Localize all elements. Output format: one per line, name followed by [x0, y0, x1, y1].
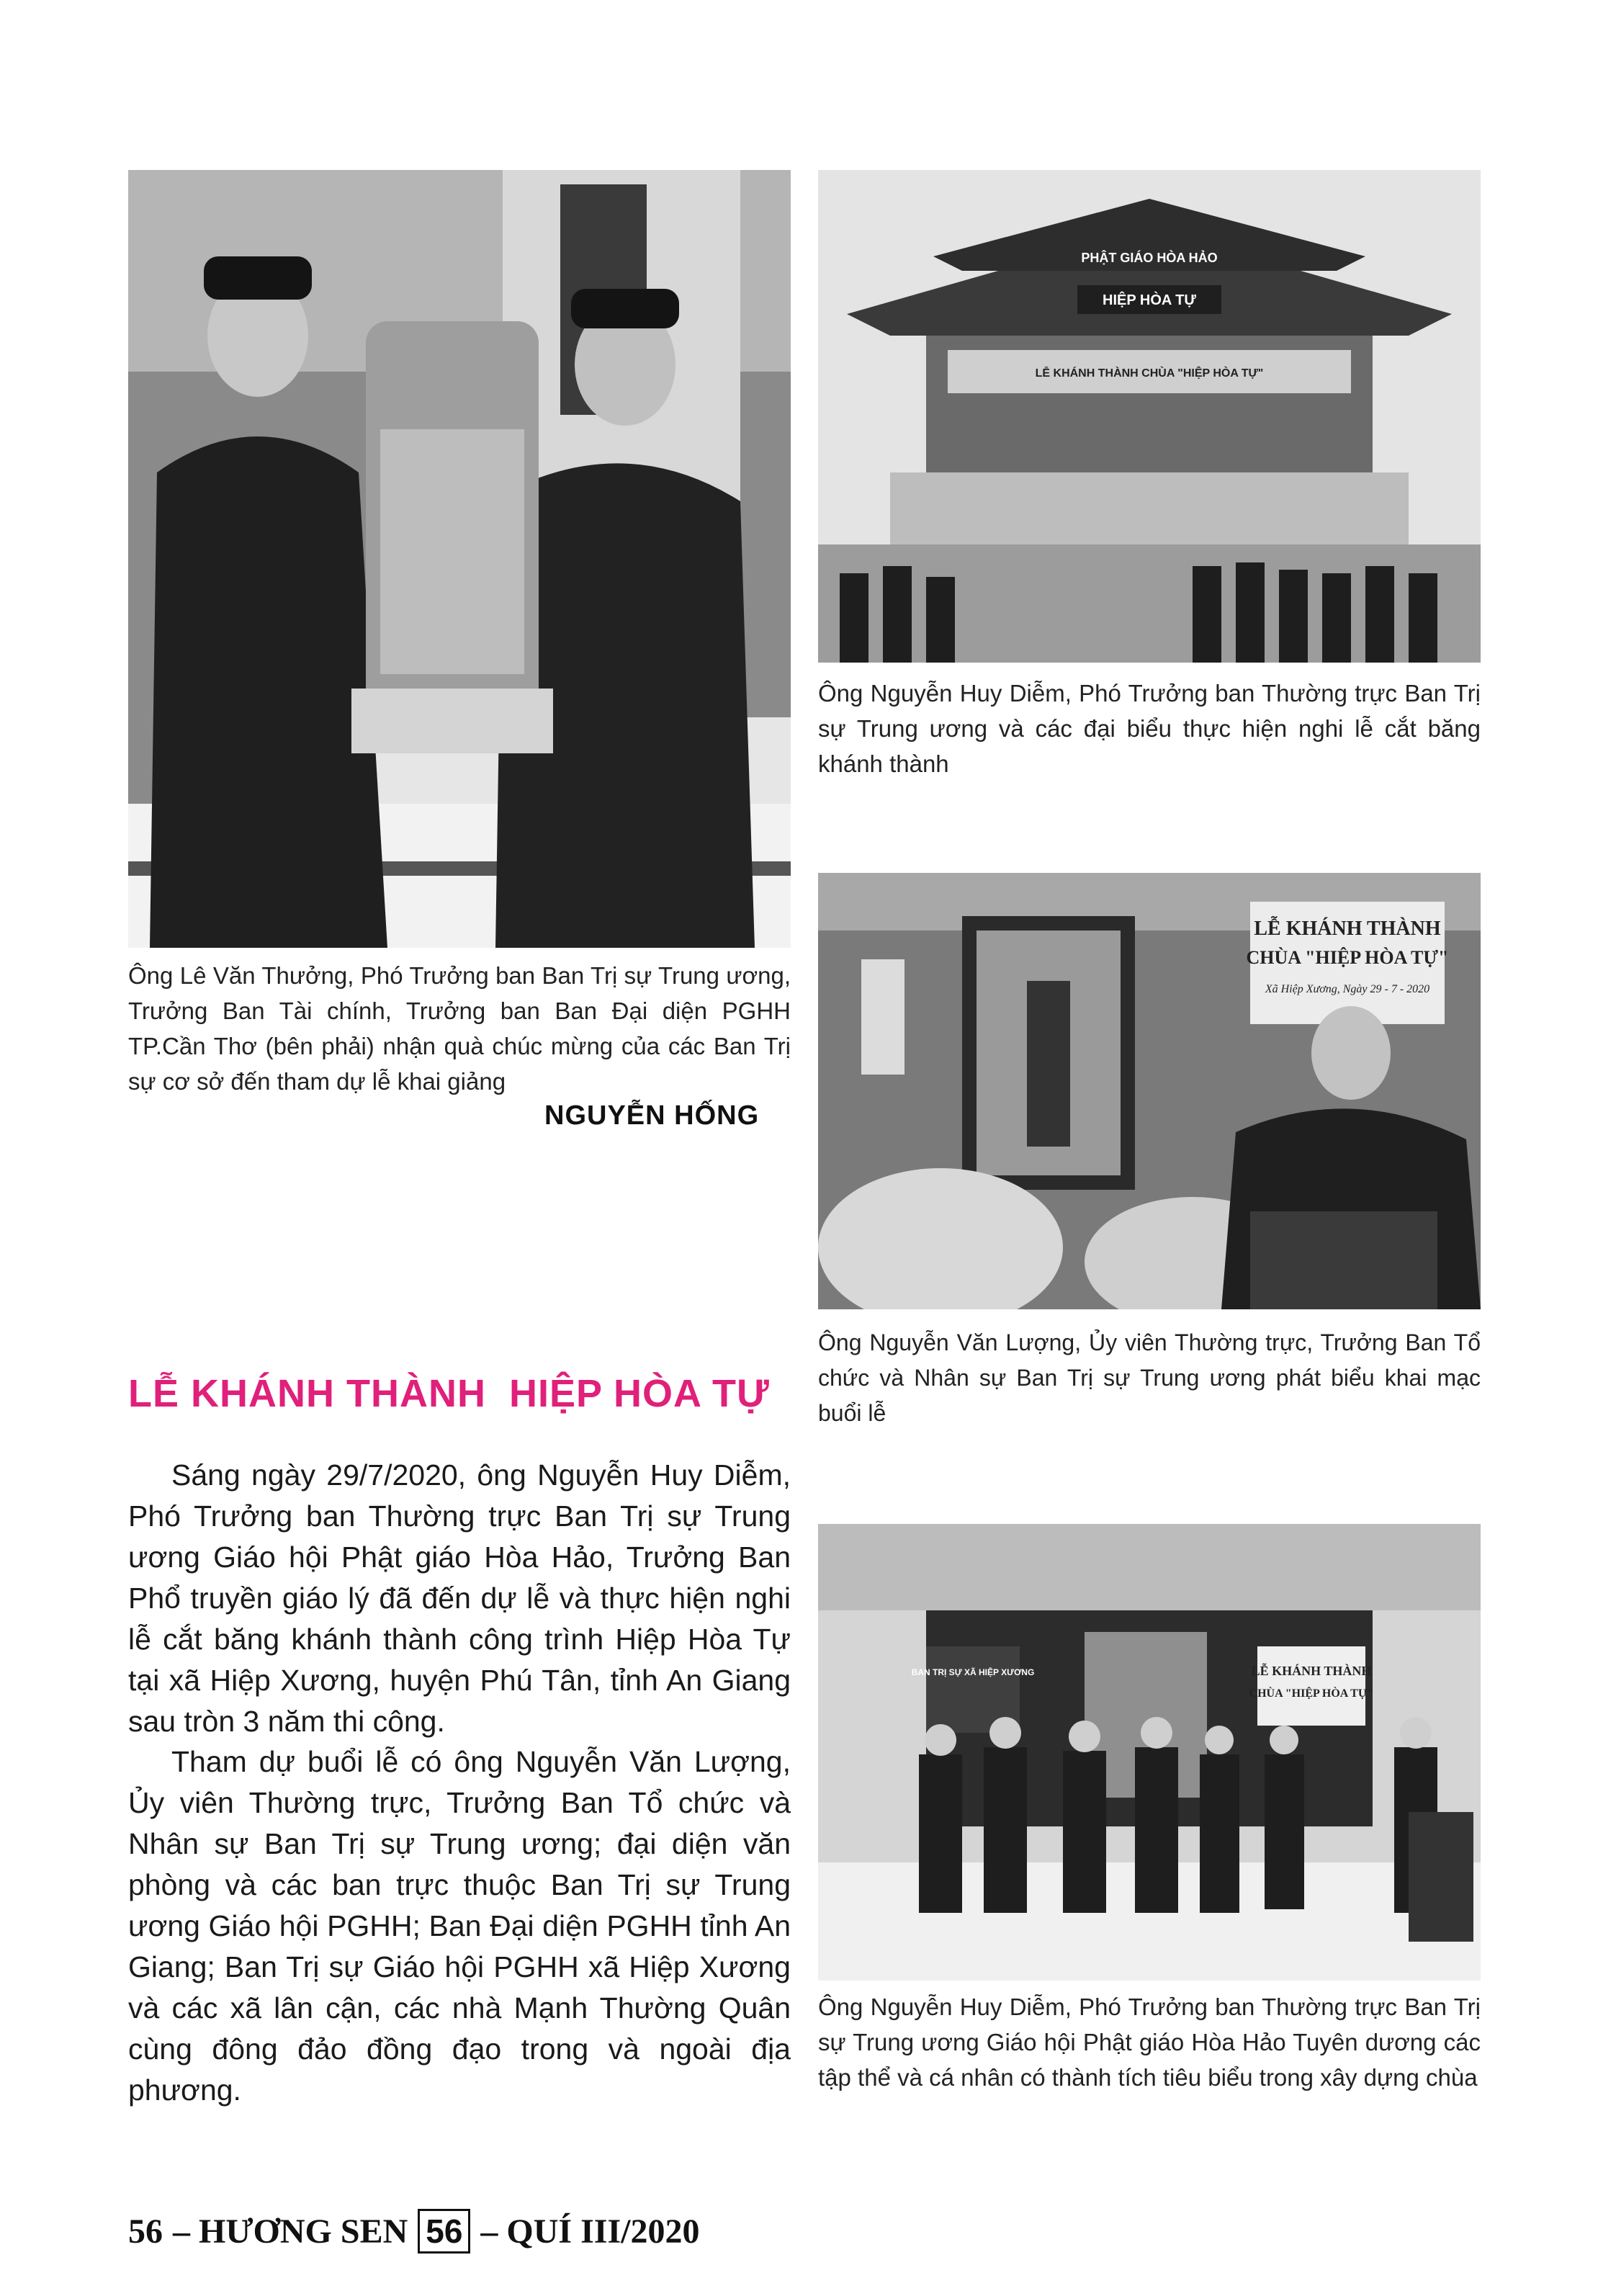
page-number: 56 — [128, 2212, 163, 2251]
article-author: NGUYỄN HỐNG — [544, 1100, 760, 1131]
photo-opening-speech — [818, 873, 1481, 1309]
article-headline: LỄ KHÁNH THÀNH HIỆP HÒA TỰ — [128, 1372, 770, 1415]
caption-photo-award-ceremony: Ông Nguyễn Huy Diễm, Phó Trưởng ban Thường trực Ban Trị sự Trung ương Giáo hội Phật giáo Hòa Hảo Tuyên dương các tập thể và cá nhân có thành tích tiêu biểu trong xây dựng chùa — [818, 1994, 1481, 2091]
speech-sign-line1: LỄ KHÁNH THÀNH — [1254, 918, 1441, 940]
award-sign-line1: LỄ KHÁNH THÀNH — [1251, 1664, 1372, 1678]
article-paragraph-1: Sáng ngày 29/7/2020, ông Nguyễn Huy Diễm, Phó Trưởng ban Thường trực Ban Trị sự Trung ương Giáo hội Phật giáo Hòa Hảo, Trưởng Ban Phổ truyền giáo lý đã đến dự lễ và thực hiện nghi lễ cắt băng khánh thành công trình Hiệp Hòa Tự tại xã Hiệp Xương, huyện Phú Tân, tỉnh An Giang sau tròn 3 năm thi công. — [128, 1458, 791, 1738]
caption-photo-gift-ceremony: Ông Lê Văn Thưởng, Phó Trưởng ban Ban Trị sự Trung ương, Trưởng Ban Tài chính, Trưởng ban Ban Đại diện PGHH TP.Cần Thơ (bên phải) nhận quà chúc mừng của các Ban Trị sự cơ sở đến tham dự lễ khai giảng — [128, 962, 791, 1095]
photo-gift-ceremony — [128, 170, 791, 948]
award-sign-line2: CHÙA "HIỆP HÒA TỰ" — [1249, 1687, 1374, 1700]
photo-gift-ceremony-image — [128, 170, 791, 948]
magazine-name: – HƯƠNG SEN — [173, 2212, 408, 2251]
caption-photo-opening-speech: Ông Nguyễn Văn Lượng, Ủy viên Thường trực, Trưởng Ban Tổ chức và Nhân sự Ban Trị sự Trung ương phát biểu khai mạc buổi lễ — [818, 1329, 1481, 1426]
award-banner-line1: BAN TRỊ SỰ XÃ HIỆP XƯƠNG — [911, 1667, 1035, 1677]
temple-plaque-text: HIỆP HÒA TỰ — [1103, 292, 1196, 308]
caption-photo-ribbon-cutting: Ông Nguyễn Huy Diễm, Phó Trưởng ban Thường trực Ban Trị sự Trung ương và các đại biểu thực hiện nghi lễ cắt băng khánh thành — [818, 680, 1481, 777]
article-paragraph-2: Tham dự buổi lễ có ông Nguyễn Văn Lượng, Ủy viên Thường trực, Trưởng Ban Tổ chức và Nhân sự Ban Trị sự Trung ương; đại diện văn phòng và các ban trực thuộc Ban Trị sự Trung ương Giáo hội PGHH; Ban Đại diện PGHH tỉnh An Giang; Ban Trị sự Giáo hội PGHH xã Hiệp Xương và các xã lân cận, các nhà Mạnh Thường Quân cùng đông đảo đồng đạo trong và ngoài địa phương. — [128, 1745, 791, 2107]
issue-period: – QUÍ III/2020 — [480, 2212, 700, 2251]
temple-banner-text: LỄ KHÁNH THÀNH CHÙA "HIỆP HÒA TỰ" — [1035, 367, 1264, 380]
temple-sign-text: PHẬT GIÁO HÒA HẢO — [1081, 251, 1218, 265]
photo-temple-ribbon-cutting-image — [818, 170, 1481, 663]
speech-sign-line3: Xã Hiệp Xương, Ngày 29 - 7 - 2020 — [1265, 983, 1430, 995]
page-footer — [128, 2206, 699, 2256]
photo-award-ceremony — [818, 1524, 1481, 1981]
photo-opening-speech-image — [818, 873, 1481, 1309]
photo-award-ceremony-image — [818, 1524, 1481, 1981]
speech-sign-line2: CHÙA "HIỆP HÒA TỰ" — [1246, 947, 1449, 968]
photo-temple-ribbon-cutting — [818, 170, 1481, 663]
issue-number-box: 56 — [418, 2209, 470, 2254]
